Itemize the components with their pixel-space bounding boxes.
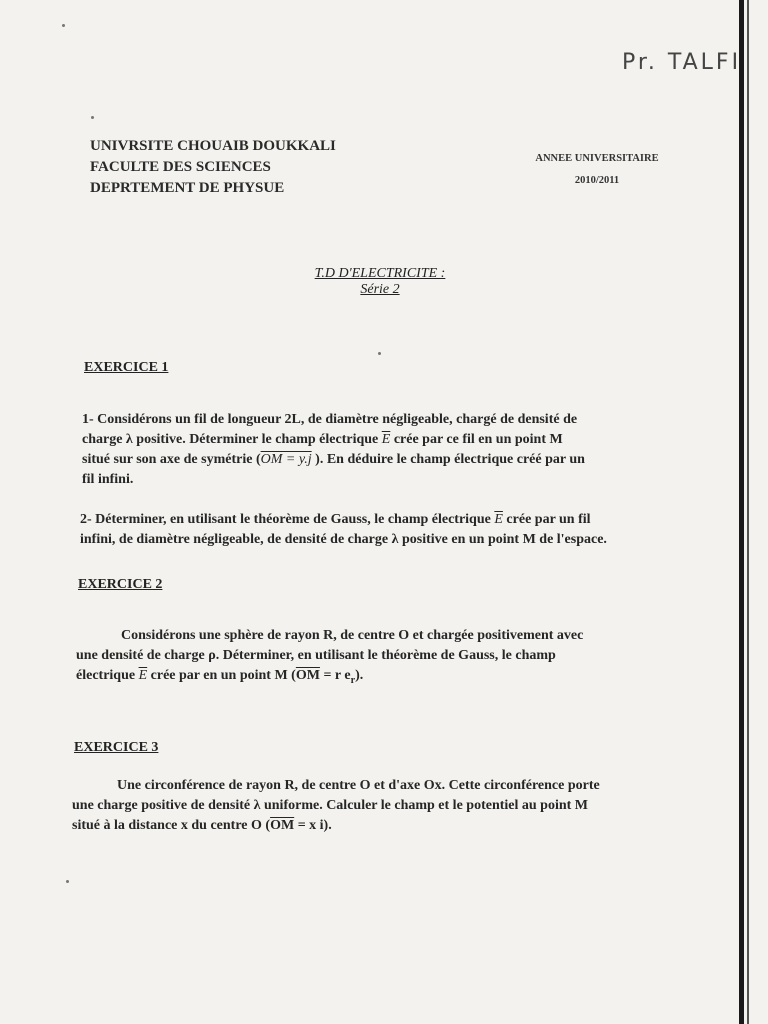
text-span: 2- Déterminer, en utilisant le théorème de Gauss, le champ électrique (80, 512, 495, 527)
faculty-name: FACULTE DES SCIENCES (90, 159, 271, 175)
vector-e: $\overline{E}$ (381, 432, 391, 447)
ex1-q2-line2: infini, de diamètre négligeable, de densité de charge λ positive en un point M de l'espace. (80, 532, 607, 547)
academic-year-block (522, 148, 672, 192)
document-title (290, 266, 470, 298)
exercise1-heading: EXERCICE 1 (84, 360, 169, 375)
scan-edge-shadow (747, 0, 749, 1024)
text-span: = x i). (294, 818, 332, 833)
ex1-q1-line4: fil infini. (82, 472, 134, 487)
exercise3-text (72, 776, 600, 836)
institution-header (90, 136, 336, 199)
ex3-line2: une charge positive de densité λ uniforme. Calculer le champ et le potentiel au point M (72, 798, 589, 813)
academic-year-label: ANNEE UNIVERSITAIRE (535, 153, 659, 164)
text-span: électrique (76, 668, 139, 683)
text-span: = r e (319, 668, 351, 683)
scan-speck (62, 24, 65, 27)
department-name: DEPRTEMENT DE PHYSUE (90, 180, 285, 196)
ex1-q2-line1 (80, 510, 607, 530)
text-span: ). (355, 668, 364, 683)
ex1-q1-line1: 1- Considérons un fil de longueur 2L, de diamètre négligeable, chargé de densité de (82, 412, 578, 427)
text-span: situé sur son axe de symétrie ( (82, 452, 261, 467)
text-span: situé à la distance x du centre O ( (72, 818, 271, 833)
vector-e: $\overline{E}$ (138, 668, 148, 683)
vector-e: $\overline{E}$ (494, 512, 503, 527)
title-line-2: Série 2 (360, 282, 400, 297)
exercise1-question1 (82, 410, 585, 490)
text-span: crée par un fil (502, 512, 591, 527)
exercise1-question2 (80, 510, 607, 550)
university-name: UNIVRSITE CHOUAIB DOUKKALI (90, 138, 336, 154)
title-line-1: T.D D'ELECTRICITE : (314, 266, 446, 281)
ex2-line3 (76, 666, 583, 691)
exercise3-heading: EXERCICE 3 (74, 740, 159, 755)
text-span: ). En déduire le champ électrique créé par un (311, 452, 585, 467)
vector-om: $\overline{OM}$ (270, 818, 295, 833)
scan-speck (91, 116, 94, 119)
ex2-line2: une densité de charge ρ. Déterminer, en utilisant le théorème de Gauss, le champ (76, 648, 556, 663)
scan-edge (739, 0, 744, 1024)
ex3-line3 (72, 816, 600, 836)
ex1-q1-line2 (82, 430, 585, 450)
vector-om: OM = y.j (260, 452, 312, 467)
subscript-r: r (350, 674, 356, 686)
ex1-q1-line3 (82, 450, 585, 470)
scan-speck (66, 880, 69, 883)
scan-speck (378, 352, 381, 355)
academic-year-value: 2010/2011 (574, 175, 620, 186)
text-span: crée par en un point M ( (147, 668, 296, 683)
text-span: crée par ce fil en un point M (390, 432, 563, 447)
handwritten-note: Pr. TALFI (622, 50, 742, 75)
ex3-line1: Une circonférence de rayon R, de centre O et d'axe Ox. Cette circonférence porte (117, 778, 600, 793)
vector-om: $\overline{OM}$ (295, 668, 320, 683)
exercise2-text (76, 626, 583, 691)
ex2-line1: Considérons une sphère de rayon R, de centre O et chargée positivement avec (121, 628, 584, 643)
exercise2-heading: EXERCICE 2 (78, 577, 163, 592)
text-span: charge λ positive. Déterminer le champ électrique (82, 432, 382, 447)
